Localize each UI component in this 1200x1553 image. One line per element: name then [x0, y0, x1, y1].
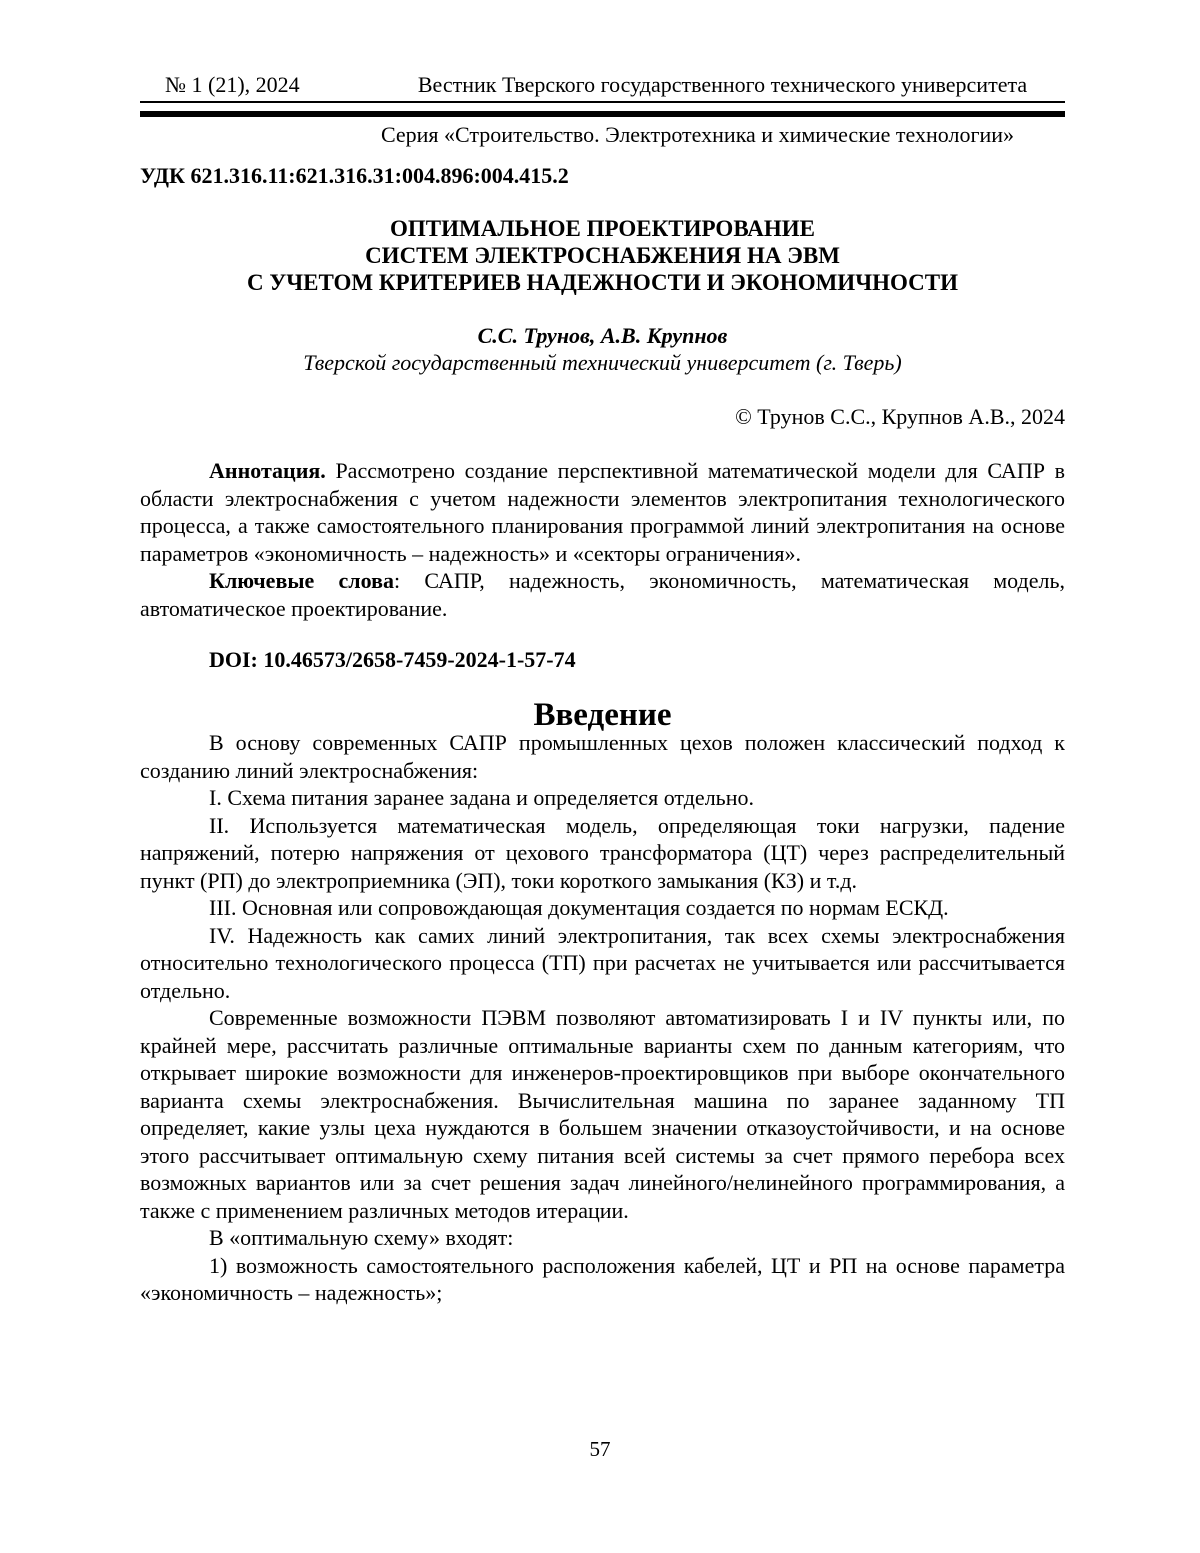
affiliation-line: Тверской государственный технический университет (г. Тверь) — [303, 350, 902, 375]
journal-series: Серия «Строительство. Электротехника и химические технологии» — [380, 122, 1015, 147]
header-thick-rule — [140, 111, 1065, 117]
doi-line: DOI: 10.46573/2658-7459-2024-1-57-74 — [209, 647, 576, 672]
title-line-1: ОПТИМАЛЬНОЕ ПРОЕКТИРОВАНИЕ — [390, 216, 815, 241]
keywords-paragraph — [140, 567, 1065, 622]
abstract-label: Аннотация. — [209, 458, 326, 483]
authors-line: С.С. Трунов, А.В. Крупнов — [477, 323, 728, 348]
intro-paragraph-2: I. Схема питания заранее задана и определяется отдельно. — [209, 785, 754, 810]
journal-header — [140, 72, 1065, 148]
title-line-2: СИСТЕМ ЭЛЕКТРОСНАБЖЕНИЯ НА ЭВМ — [365, 243, 840, 268]
udc-code: УДК 621.316.11:621.316.31:004.896:004.415.2 — [140, 163, 569, 188]
series-spacer — [140, 122, 330, 148]
intro-paragraph-1: В основу современных САПР промышленных цехов положен классический подход к созданию линий электроснабжения: — [140, 730, 1065, 783]
intro-paragraph-8: 1) возможность самостоятельного расположения кабелей, ЦТ и РП на основе параметра «экономичность – надежность»; — [140, 1252, 1065, 1305]
copyright-line: © Трунов С.С., Крупнов А.В., 2024 — [735, 404, 1065, 429]
abstract-text: Рассмотрено создание перспективной математической модели для САПР в области электроснабжения с учетом надежности элементов электропитания технологического процесса, а также самостоятельного планирования программой линий электропитания на основе параметров «экономичность – надежность» и «секторы ограничения». — [140, 458, 1065, 566]
intro-paragraph-4: III. Основная или сопровождающая документация создается по нормам ЕСКД. — [209, 895, 949, 920]
introduction-heading: Введение — [533, 696, 672, 733]
byline-block — [140, 322, 1065, 376]
keywords-label: Ключевые слова — [209, 568, 394, 593]
article-body — [140, 162, 1065, 1307]
title-line-3: С УЧЕТОМ КРИТЕРИЕВ НАДЕЖНОСТИ И ЭКОНОМИЧНОСТИ — [247, 270, 958, 295]
intro-paragraph-7: В «оптимальную схему» входят: — [209, 1225, 514, 1250]
abstract-paragraph — [140, 457, 1065, 567]
intro-paragraph-3: II. Используется математическая модель, определяющая токи нагрузки, падение напряжений, потерю напряжения от цехового трансформатора (ЦТ) через распределительный пункт (РП) до электроприемника (ЭП), токи короткого замыкания (КЗ) и т.д. — [140, 812, 1065, 893]
page-number: 57 — [589, 1437, 611, 1461]
series-row — [140, 122, 1065, 148]
intro-paragraph-6: Современные возможности ПЭВМ позволяют автоматизировать I и IV пункты или, по крайней мере, рассчитать различные оптимальные варианты схем по данным категориям, что открывает широкие возможности для инженеров-проектировщиков при выборе окончательного варианта схемы электроснабжения. Вычислительная машина по заранее заданному ТП определяет, какие узлы цеха нуждаются в большем значении отказоустойчивости, и на основе этого рассчитывает оптимальную схему питания всей системы за счет прямого перебора всех возможных вариантов или за счет решения задач линейного/нелинейного программирования, а также с применением различных методов итерации. — [140, 1005, 1065, 1223]
header-row — [140, 72, 1065, 103]
journal-title: Вестник Тверского государственного технического университета — [417, 72, 1028, 97]
keywords-text: : САПР, надежность, экономичность, математическая модель, автоматическое проектирование. — [140, 568, 1066, 621]
intro-paragraph-5: IV. Надежность как самих линий электропитания, так всех схемы электроснабжения относительно технологического процесса (ТП) при расчетах не учитывается или рассчитывается отдельно. — [140, 922, 1065, 1003]
article-title — [140, 215, 1065, 296]
issue-number: № 1 (21), 2024 — [165, 72, 300, 97]
